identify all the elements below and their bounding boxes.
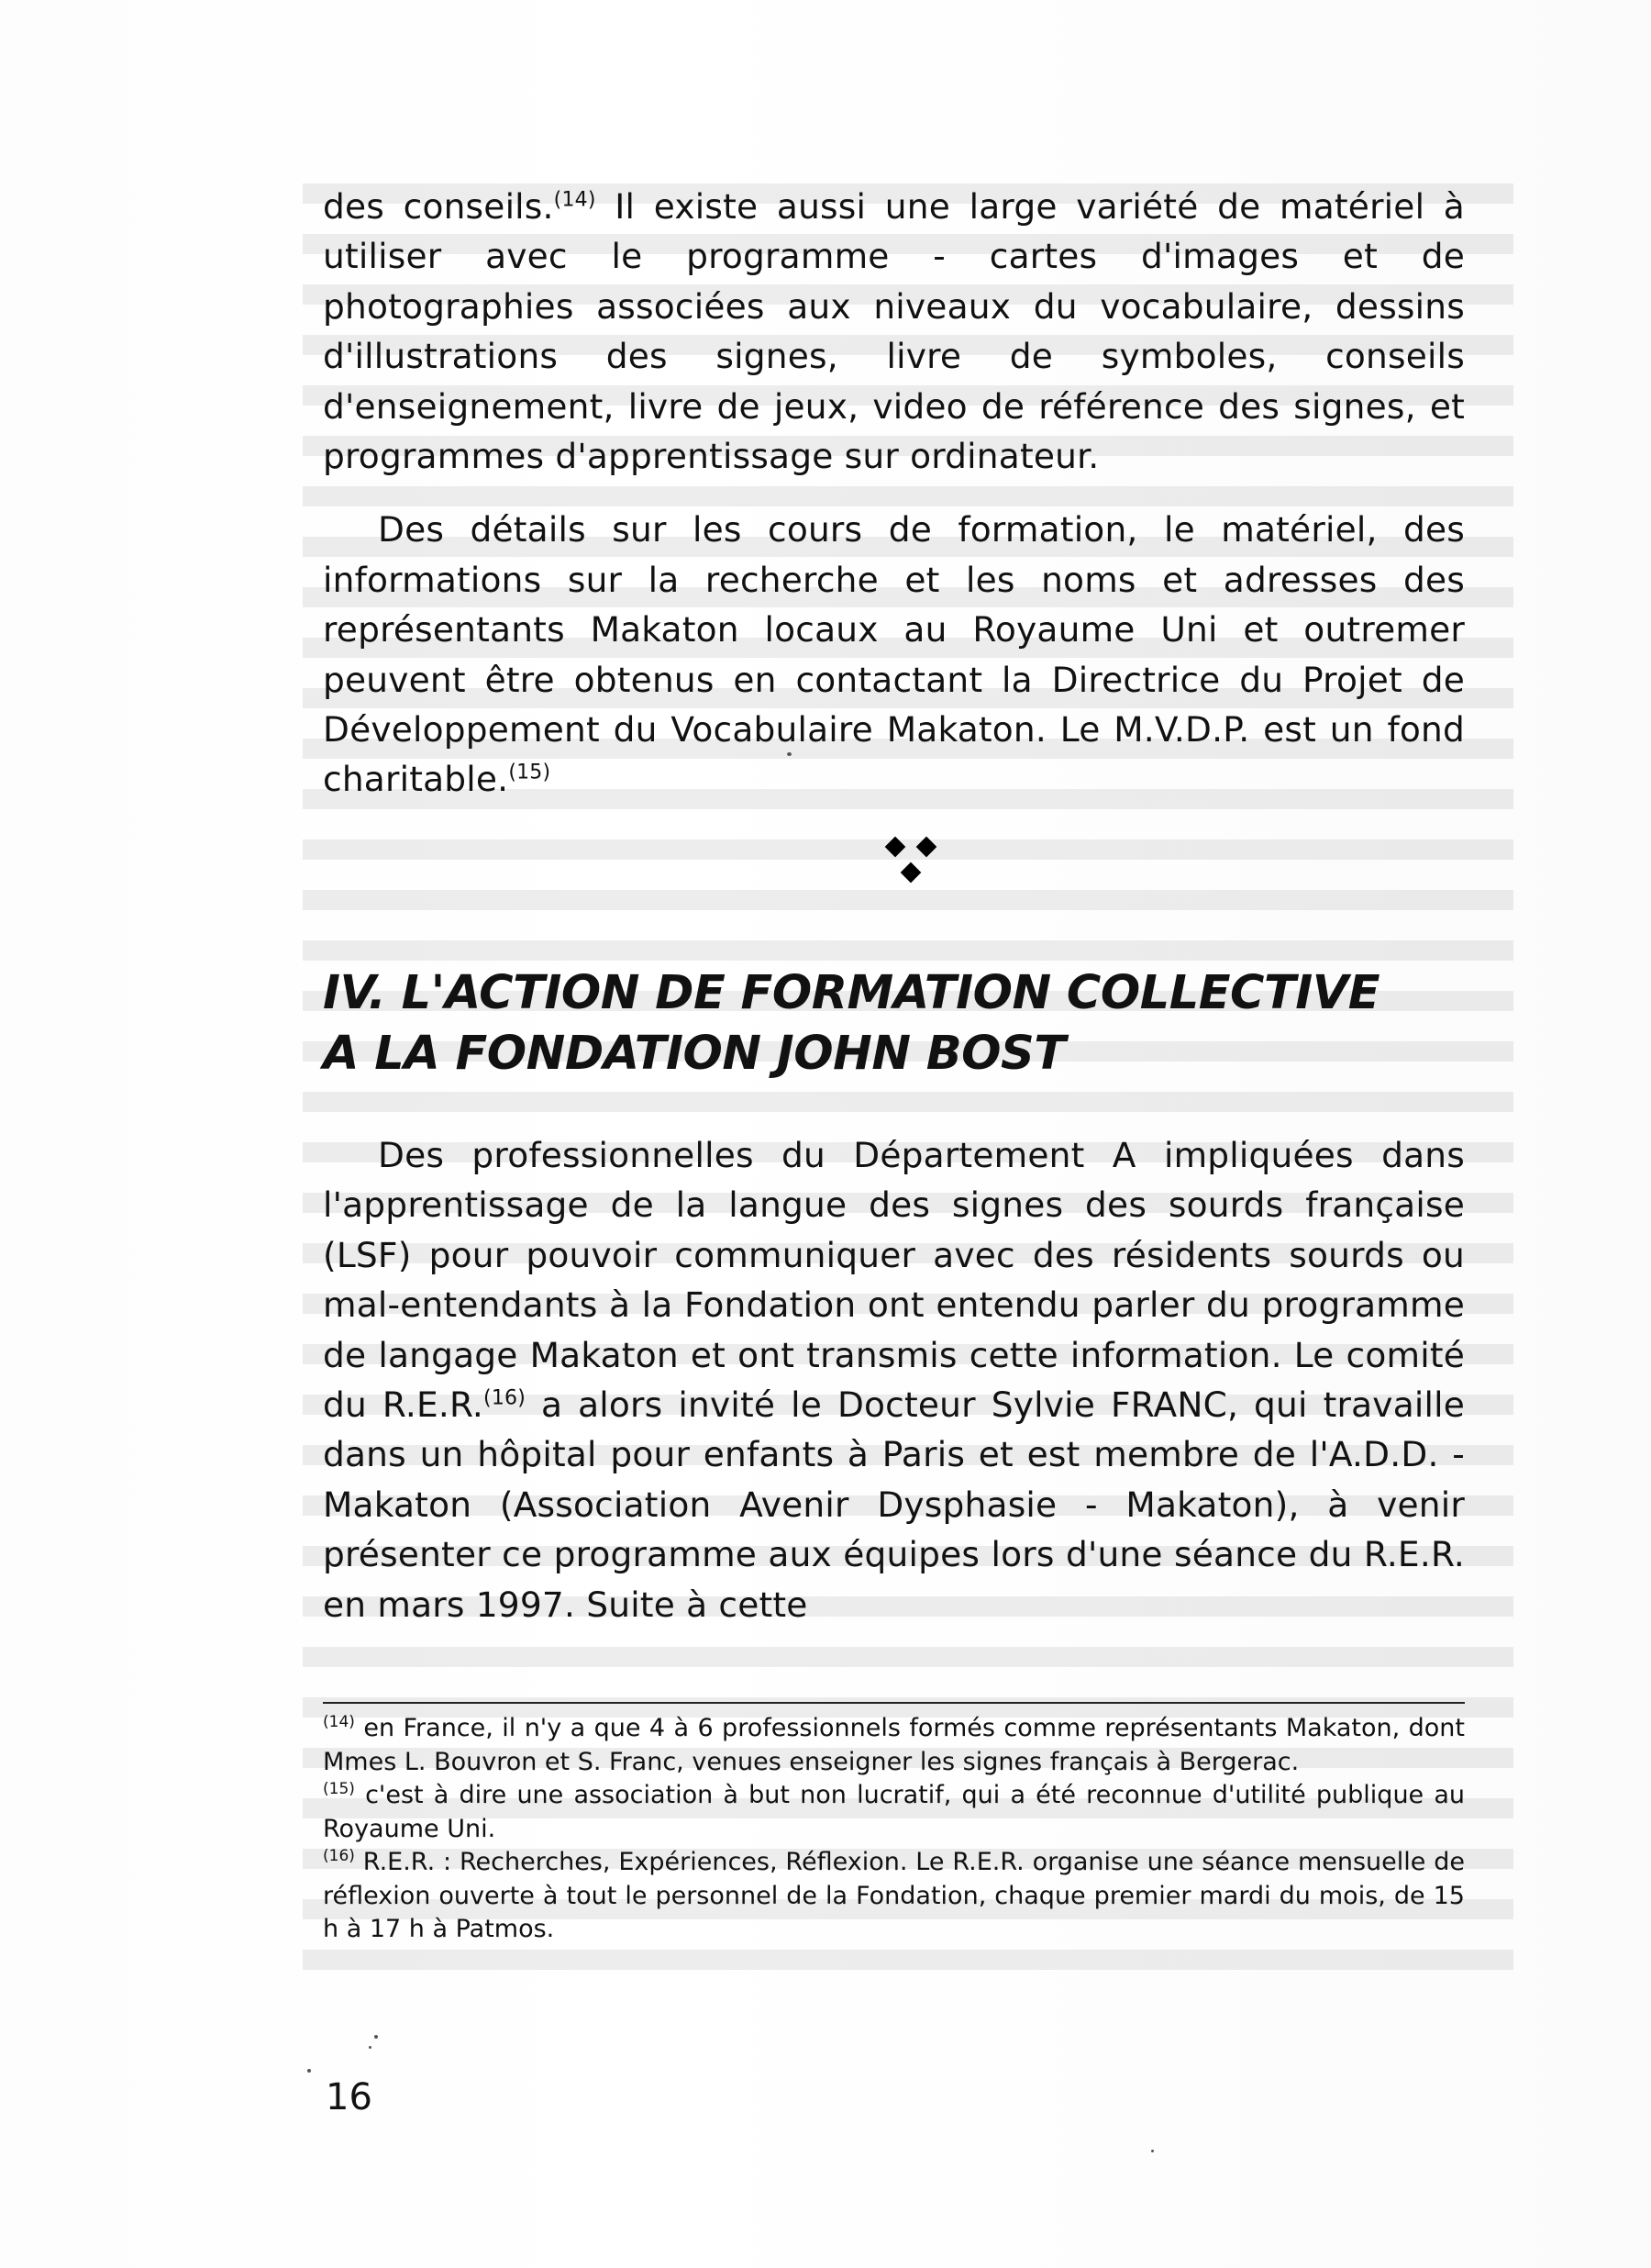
- diamond-icon: [916, 837, 937, 858]
- footnote-16: $^{(16)}$ R.E.R. : Recherches, Expériences, Réflexion. Le R.E.R. organise une séance mensuelle de réflexion ouverte à tout le personnel de la Fondation, chaque premier mardi du mois, de 15 h à 17 h à Patmos.: [323, 1847, 1465, 1943]
- scan-speck: [374, 2035, 378, 2039]
- scan-speck: [369, 2046, 371, 2049]
- paragraph-details: Des détails sur les cours de formation, le matériel, des informations sur la recherche et les noms et adresses des représentants Makaton locaux au Royaume Uni et outremer peuvent être obtenus en contactant la Directrice du Projet de Développement du Vocabulaire Makaton. Le M.V.D.P. est un fond charitable.$^{(15)}$: [323, 509, 1465, 800]
- scan-speck: [1151, 2150, 1154, 2152]
- diamond-icon: [885, 837, 906, 858]
- footnotes: [323, 1712, 1465, 1947]
- section-heading: IV. L'ACTION DE FORMATION COLLECTIVE A LA FONDATION JOHN BOST: [323, 966, 1380, 1081]
- paragraph-materials: des conseils.$^{(14)}$ Il existe aussi une large variété de matériel à utiliser avec le programme - cartes d'images et de photographies associées aux niveaux du vocabulaire, dessins d'illustrations des signes, livre de symboles, conseils d'enseignement, livre de jeux, video de référence des signes, et programmes d'apprentissage sur ordinateur.: [323, 186, 1465, 477]
- paragraph-section: Des professionnelles du Département A impliquées dans l'apprentissage de la langue des signes des sourds française (LSF) pour pouvoir communiquer avec des résidents sourds ou mal-entendants à la Fondation ont entendu parler du programme de langage Makaton et ont transmis cette information. Le comité du R.E.R.$^{(16)}$ a alors invité le Docteur Sylvie FRANC, qui travaille dans un hôpital pour enfants à Paris et est membre de l'A.D.D. - Makaton (Association Avenir Dysphasie - Makaton), à venir présenter ce programme aux équipes lors d'une séance du R.E.R. en mars 1997. Suite à cette: [323, 1135, 1465, 1625]
- scan-speck: [307, 2069, 311, 2073]
- body-text-top: [323, 182, 1465, 805]
- section-divider-ornament: [881, 830, 963, 895]
- footnote-ref-16: (16): [483, 1386, 526, 1410]
- footnote-15: $^{(15)}$ c'est à dire une association à but non lucratif, qui a été reconnue d'utilité publique au Royaume Uni.: [323, 1780, 1465, 1843]
- footnote-ref-15: (15): [508, 761, 551, 784]
- page-number: 16: [326, 2076, 372, 2118]
- footnote-ref-14: (14): [553, 188, 596, 212]
- footnote-separator: [323, 1702, 1465, 1704]
- diamond-icon: [901, 862, 922, 884]
- body-text-section: [323, 1130, 1465, 1629]
- scan-speck: [787, 752, 792, 756]
- footnote-14: $^{(14)}$ en France, il n'y a que 4 à 6 professionnels formés comme représentants Makaton, dont Mmes L. Bouvron et S. Franc, venues enseigner les signes français à Bergerac.: [323, 1713, 1465, 1776]
